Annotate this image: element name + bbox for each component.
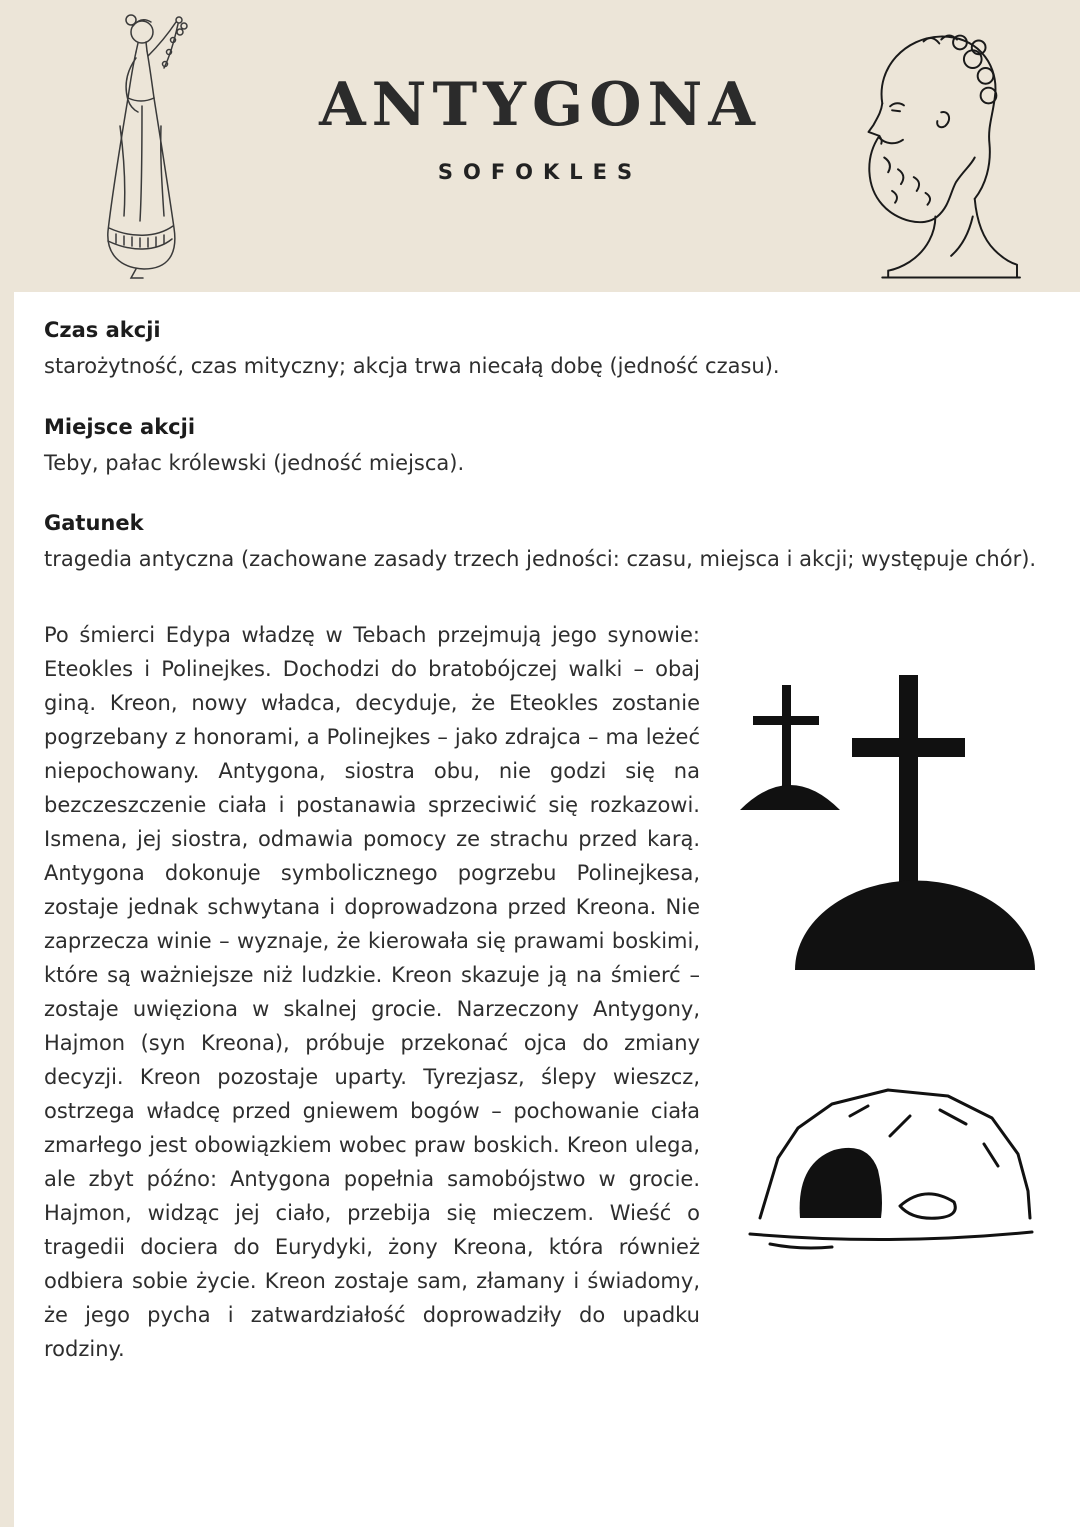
plot-row [44, 618, 1040, 1366]
section-miejsce-akcji [44, 415, 1040, 480]
graves-illustration [740, 670, 1040, 990]
page-header [0, 0, 1080, 292]
section-body: starożytność, czas mityczny; akcja trwa niecałą dobę (jedność czasu). [44, 354, 780, 378]
cross-small-icon [740, 685, 840, 810]
section-czas-akcji [44, 318, 1040, 383]
section-heading: Czas akcji [44, 318, 161, 342]
page-title: ANTYGONA [319, 70, 761, 140]
section-gatunek [44, 511, 1040, 576]
cave-illustration [740, 1066, 1040, 1276]
page-content [0, 292, 1080, 1366]
sophocles-portrait-illustration [821, 10, 1036, 305]
left-margin-strip [0, 0, 14, 1527]
page-subtitle: SOFOKLES [437, 160, 643, 184]
section-heading: Gatunek [44, 511, 144, 535]
plot-summary-text: Po śmierci Edypa władzę w Tebach przejmują jego synowie: Eteokles i Polinejkes. Dochodzi do bratobójczej walki – obaj giną. Kreon, nowy władca, decyduje, że Eteokles zostanie pogrzebany z honorami, a Polinejkes – jako zdrajca – ma leżeć niepochowany. Antygona, siostra obu, nie godzi się na bezczeszczenie ciała i postanawia sprzeciwić się rozkazowi. Ismena, jej siostra, odmawia pomocy ze strachu przed karą. Antygona dokonuje symbolicznego pogrzebu Polinejkesa, zostaje jednak schwytana i doprowadzona przed Kreona. Nie zaprzecza winie – wyznaje, że kierowała się prawami boskimi, które są ważniejsze niż ludzkie. Kreon skazuje ją na śmierć – zostaje uwięziona w skalnej grocie. Narzeczony Antygony, Hajmon (syn Kreona), próbuje przekonać ojca do zmiany decyzji. Kreon pozostaje uparty. Tyrezjasz, ślepy wieszcz, ostrzega władcę przed gniewem bogów – pochowanie ciała zmarłego jest obowiązkiem wobec praw boskich. Kreon ulega, ale zbyt późno: Antygona popełnia samobójstwo w grocie. Hajmon, widząc jej ciało, przebija się mieczem. Wieść o tragedii dociera do Eurydyki, żony Kreona, która również odbiera sobie życie. Kreon zostaje sam, złamany i świadomy, że jego pycha i zatwardziałość doprowadziły do upadku rodziny. [44, 622, 700, 1361]
section-body: Teby, pałac królewski (jedność miejsca). [44, 450, 465, 475]
cross-large-icon [795, 675, 1035, 970]
section-heading: Miejsce akcji [44, 414, 196, 439]
side-graphics [740, 618, 1040, 1366]
section-body: tragedia antyczna (zachowane zasady trzech jedności: czasu, miejsca i akcji; występuje chór). [44, 547, 1037, 571]
